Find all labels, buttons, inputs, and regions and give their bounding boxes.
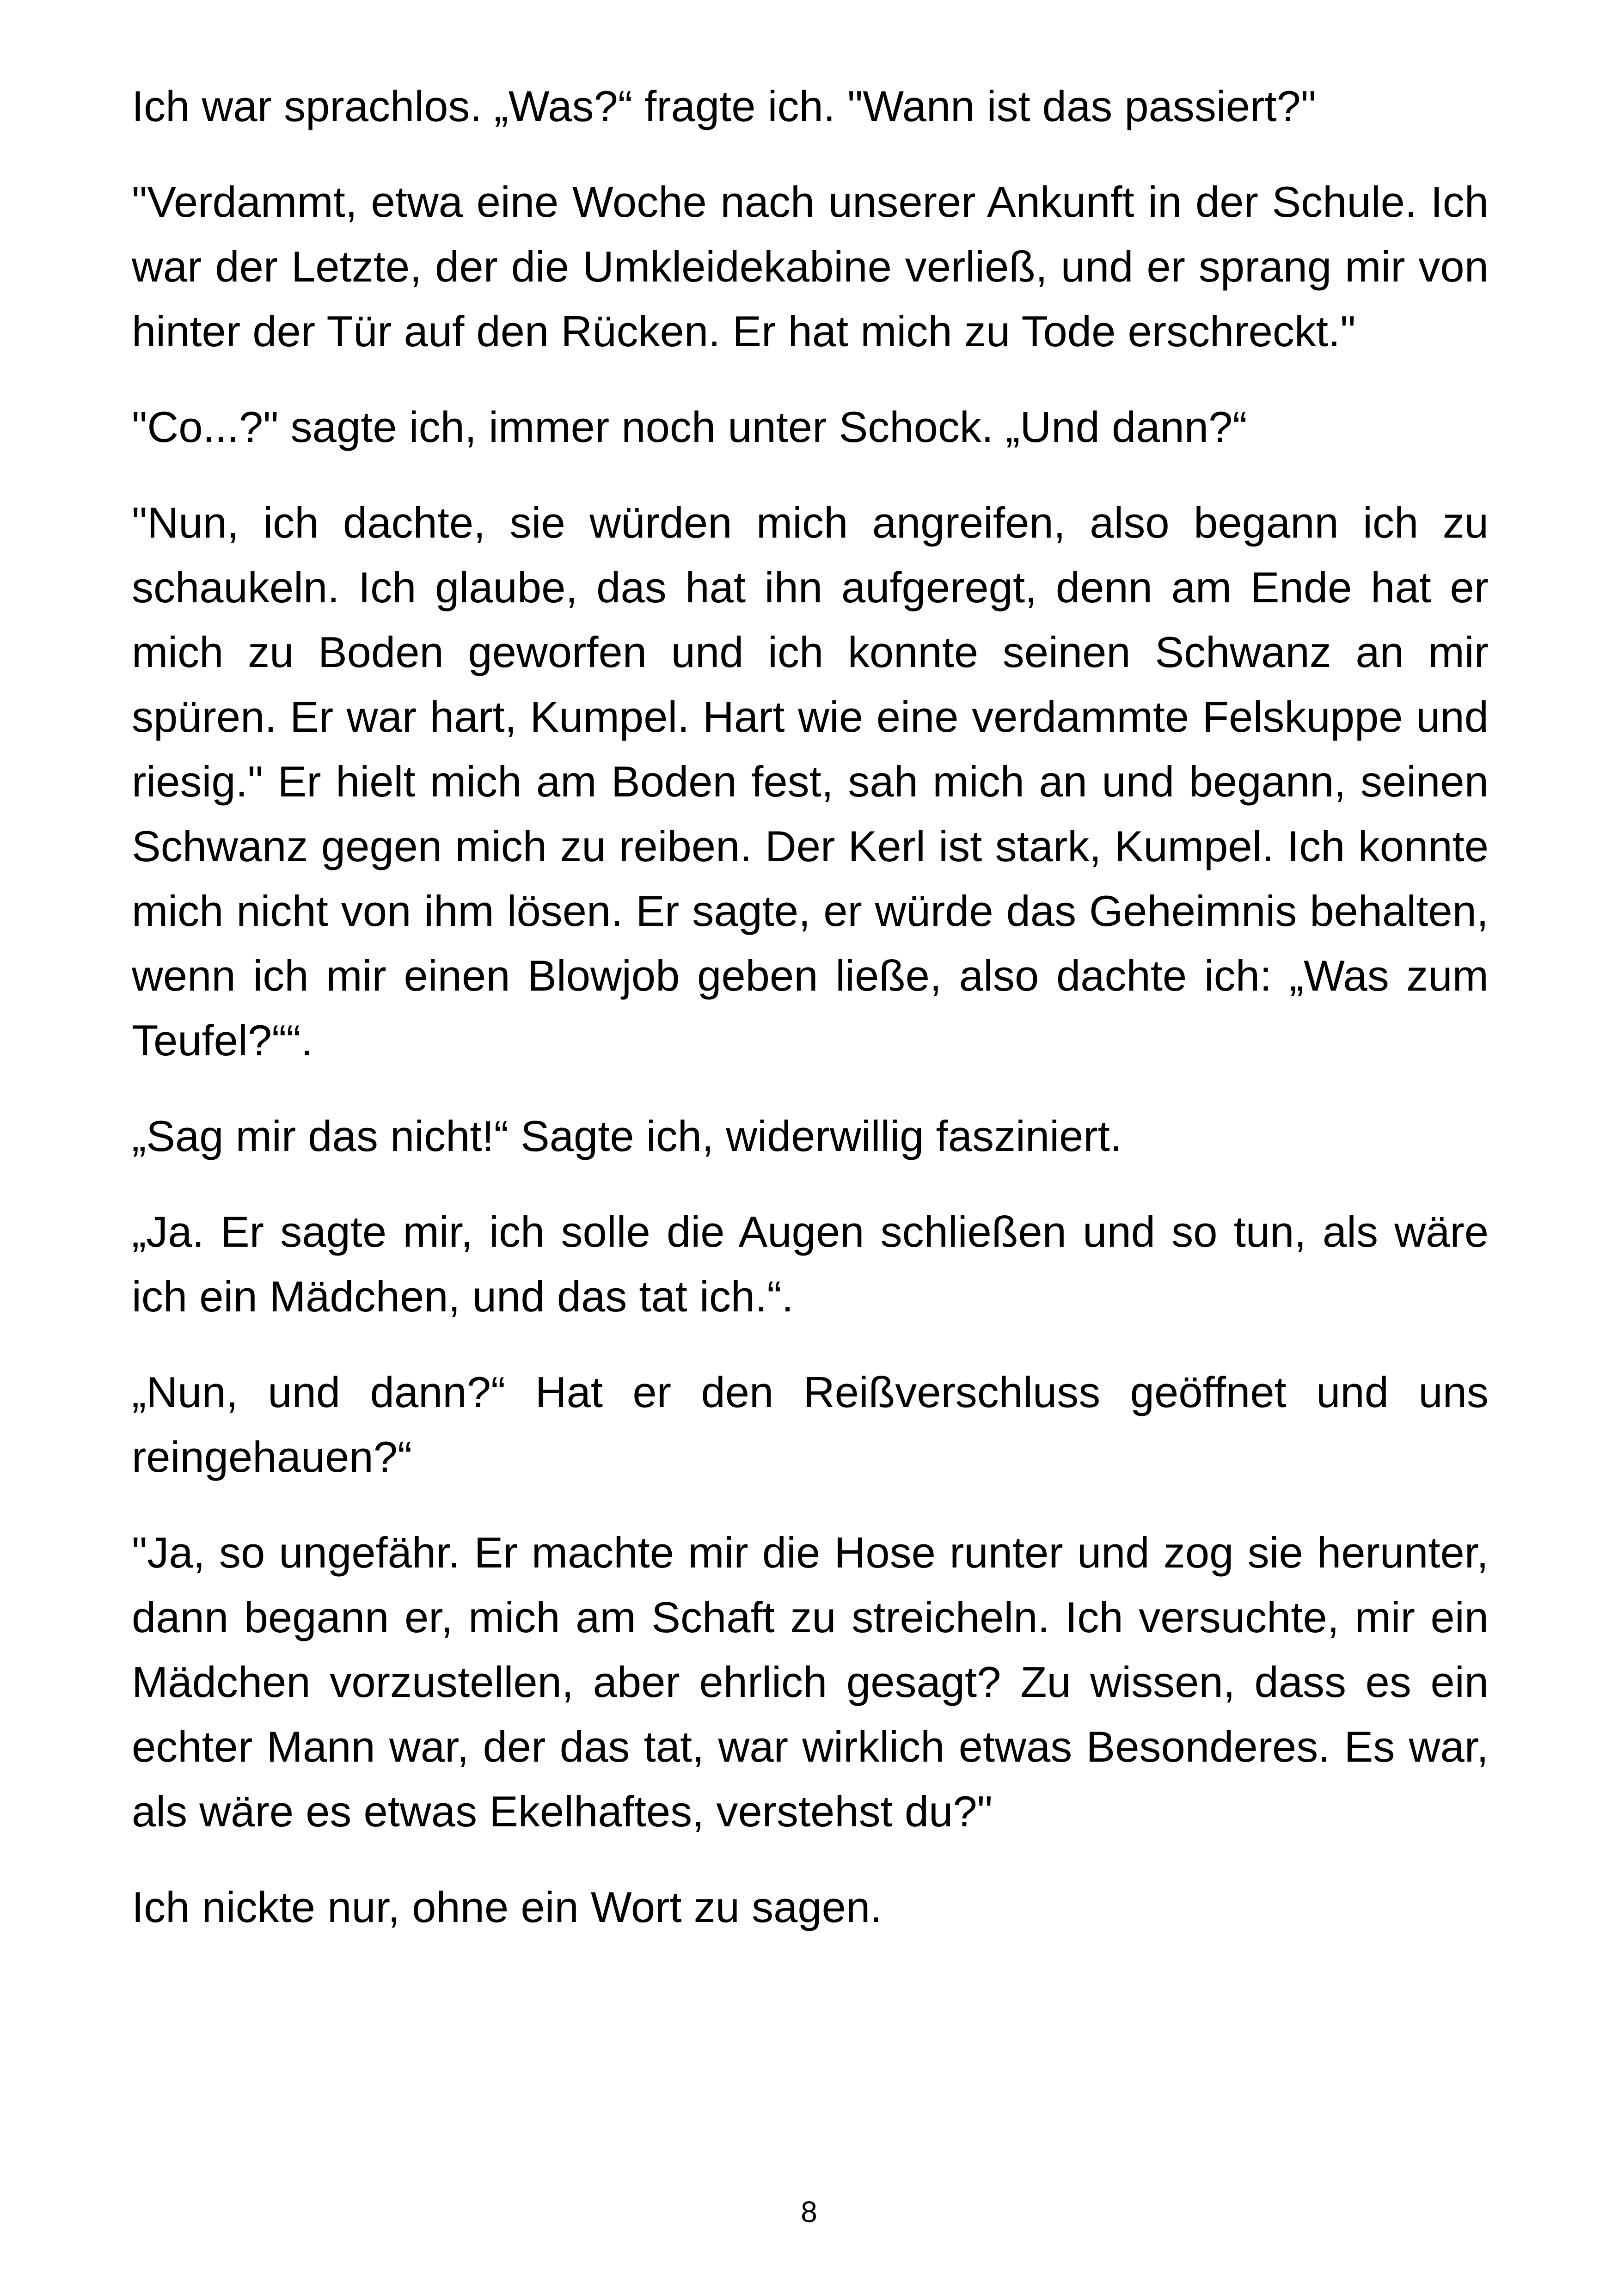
paragraph-8: "Ja, so ungefähr. Er machte mir die Hose runter und zog sie herunter, dann begann er, mich am Schaft zu streicheln. Ich versuchte, mir ein Mädchen vorzustellen, aber ehrlich gesagt? Zu wissen, dass es ein echter Mann war, der das tat, war wirklich etwas Besonderes. Es war, als wäre es etwas Ekelhaftes, verstehst du?" [132,1528,1489,1836]
body-text [132,74,1489,1971]
paragraph-7: „Nun, und dann?“ Hat er den Reißverschluss geöffnet und uns reingehauen?“ [132,1368,1489,1481]
paragraph-5: „Sag mir das nicht!“ Sagte ich, widerwillig fasziniert. [132,1112,1122,1160]
paragraph-6: „Ja. Er sagte mir, ich solle die Augen schließen und so tun, als wäre ich ein Mädchen, und das tat ich.“. [132,1207,1489,1321]
paragraph-3: "Co...?" sagte ich, immer noch unter Schock. „Und dann?“ [132,403,1247,451]
paragraph-1: Ich war sprachlos. „Was?“ fragte ich. "Wann ist das passiert?" [132,82,1317,130]
page-number: 8 [801,2195,817,2229]
paragraph-2: "Verdammt, etwa eine Woche nach unserer Ankunft in der Schule. Ich war der Letzte, der die Umkleidekabine verließ, und er sprang mir von hinter der Tür auf den Rücken. Er hat mich zu Tode erschreckt." [132,178,1489,355]
paragraph-4: "Nun, ich dachte, sie würden mich angreifen, also begann ich zu schaukeln. Ich glaube, das hat ihn aufgeregt, denn am Ende hat er mich zu Boden geworfen und ich konnte seinen Schwanz an mir spüren. Er war hart, Kumpel. Hart wie eine verdammte Felskuppe und riesig." Er hielt mich am Boden fest, sah mich an und begann, seinen Schwanz gegen mich zu reiben. Der Kerl ist stark, Kumpel. Ich konnte mich nicht von ihm lösen. Er sagte, er würde das Geheimnis behalten, wenn ich mir einen Blowjob geben ließe, also dachte ich: „Was zum Teufel?““. [132,498,1489,1065]
paragraph-9: Ich nickte nur, ohne ein Wort zu sagen. [132,1883,883,1931]
